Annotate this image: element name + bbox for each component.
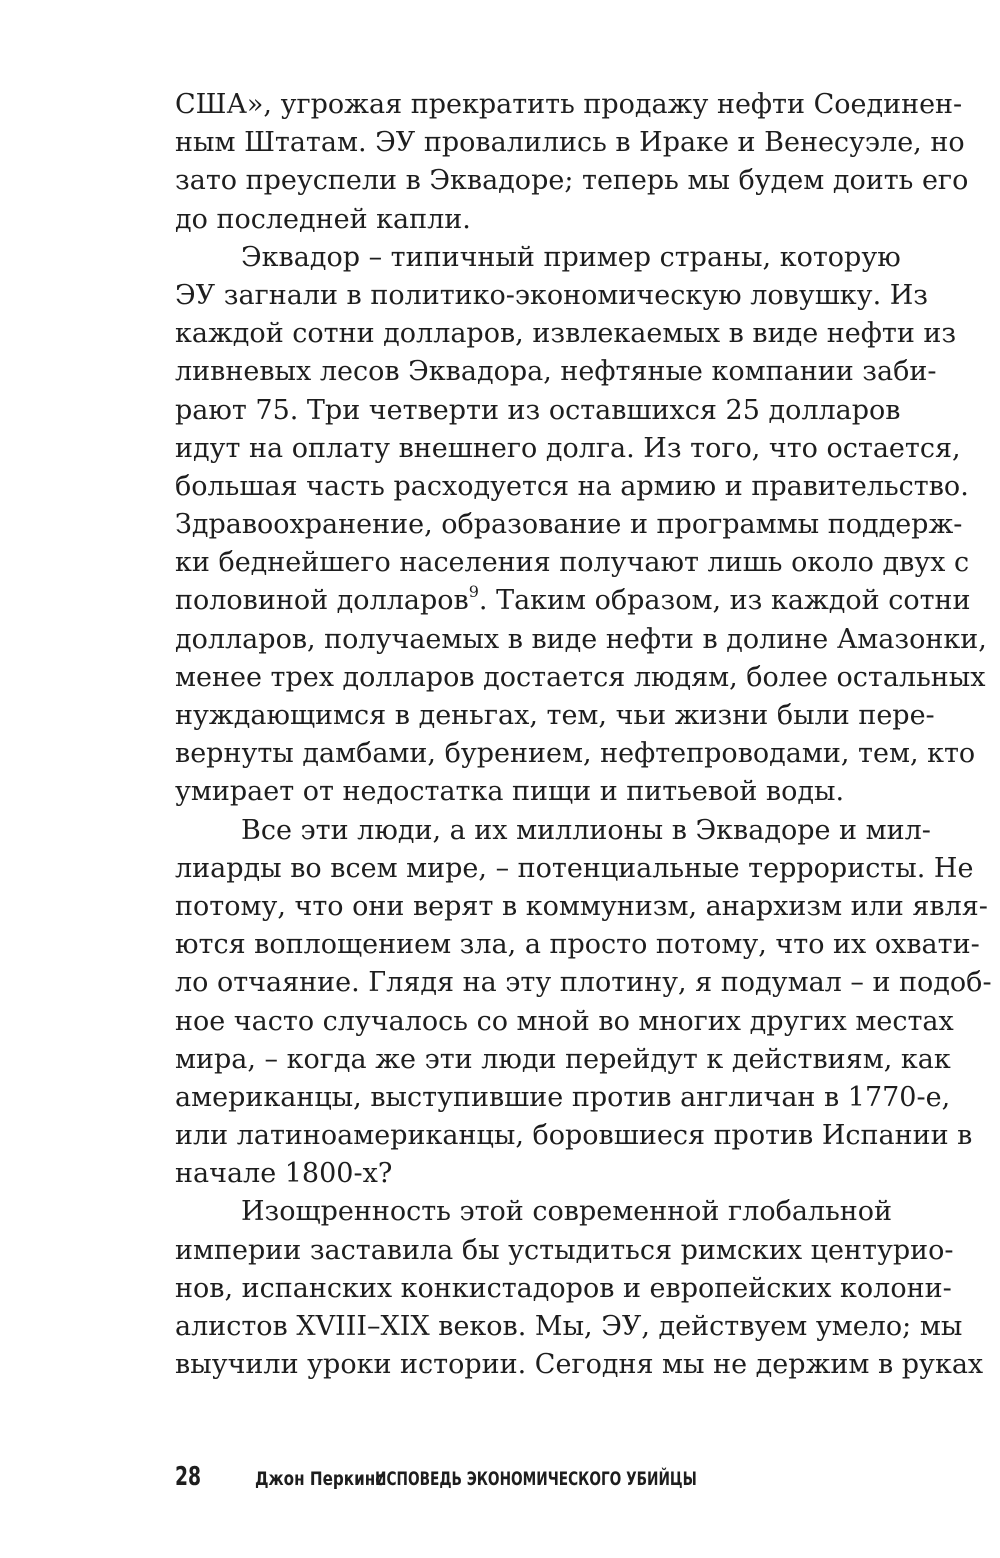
text-line: ЭУ загнали в политико-экономическую ловушку. Из <box>175 279 929 311</box>
text-line: выучили уроки истории. Сегодня мы не держим в руках <box>175 1349 984 1381</box>
text-line: алистов XVIII–XIX веков. Мы, ЭУ, действуем умело; мы <box>175 1311 963 1342</box>
text-line: США», угрожая прекратить продажу нефти Соединен- <box>175 89 963 120</box>
text-line: до последней капли. <box>175 203 471 235</box>
text-line: начале 1800-х? <box>175 1158 393 1190</box>
text-line: долларов, получаемых в виде нефти в долине Амазонки, <box>175 623 987 655</box>
footer-author: Джон Перкинс <box>255 1468 385 1490</box>
text-line: вернуты дамбами, бурением, нефтепроводами, тем, кто <box>175 738 976 770</box>
text-line: нуждающимся в деньгах, тем, чьи жизни были пере- <box>175 700 935 731</box>
text-line: ки беднейшего населения получают лишь около двух с <box>175 547 970 579</box>
text-line-with-footnote <box>175 582 971 620</box>
footnote-reference[interactable]: 9 <box>468 582 479 602</box>
text-line: ным Штатам. ЭУ провалились в Ираке и Венесуэле, но <box>175 127 965 159</box>
text-line: Здравоохранение, образование и программы поддерж- <box>175 509 963 541</box>
paragraph-start-line: Изощренность этой современной глобальной <box>241 1196 893 1228</box>
page-footer <box>175 1462 822 1502</box>
text-line: или латиноамериканцы, боровшиеся против Испании в <box>175 1120 973 1152</box>
text-line: большая часть расходуется на армию и правительство. <box>175 470 969 502</box>
text-line: рают 75. Три четверти из оставшихся 25 долларов <box>175 394 901 426</box>
text-line: лиарды во всем мире, – потенциальные террористы. Не <box>175 852 974 884</box>
text-segment: . Таким образом, из каждой сотни <box>478 585 971 617</box>
body-text <box>175 86 992 1384</box>
text-line: мира, – когда же эти люди перейдут к действиям, как <box>175 1043 951 1075</box>
text-line: зато преуспели в Эквадоре; теперь мы будем доить его <box>175 165 969 197</box>
paragraph-start-line: Все эти люди, а их миллионы в Эквадоре и мил- <box>241 814 931 846</box>
text-line: империи заставила бы устыдиться римских центурио- <box>175 1234 954 1266</box>
text-segment: половиной долларов <box>175 585 469 617</box>
text-line: каждой сотни долларов, извлекаемых в виде нефти из <box>175 318 957 350</box>
text-line: нов, испанских конкистадоров и европейских колони- <box>175 1272 952 1304</box>
text-line: потому, что они верят в коммунизм, анархизм или явля- <box>175 890 988 922</box>
paragraph-start-line: Эквадор – типичный пример страны, которую <box>241 241 901 273</box>
text-line: менее трех долларов достается людям, более остальных <box>175 661 986 693</box>
text-line: умирает от недостатка пищи и питьевой воды. <box>175 776 845 808</box>
text-line: идут на оплату внешнего долга. Из того, что остается, <box>175 432 961 464</box>
text-line: ное часто случалось со мной во многих других местах <box>175 1005 954 1037</box>
text-line: американцы, выступившие против англичан в 1770-е, <box>175 1081 951 1113</box>
text-line: ливневых лесов Эквадора, нефтяные компании заби- <box>175 356 937 388</box>
footer-book-title: ИСПОВЕДЬ ЭКОНОМИЧЕСКОГО УБИЙЦЫ <box>375 1468 697 1490</box>
page-number: 28 <box>175 1462 202 1492</box>
text-line: ются воплощением зла, а просто потому, что их охвати- <box>175 929 980 961</box>
text-line: ло отчаяние. Глядя на эту плотину, я подумал – и подоб- <box>175 967 992 999</box>
